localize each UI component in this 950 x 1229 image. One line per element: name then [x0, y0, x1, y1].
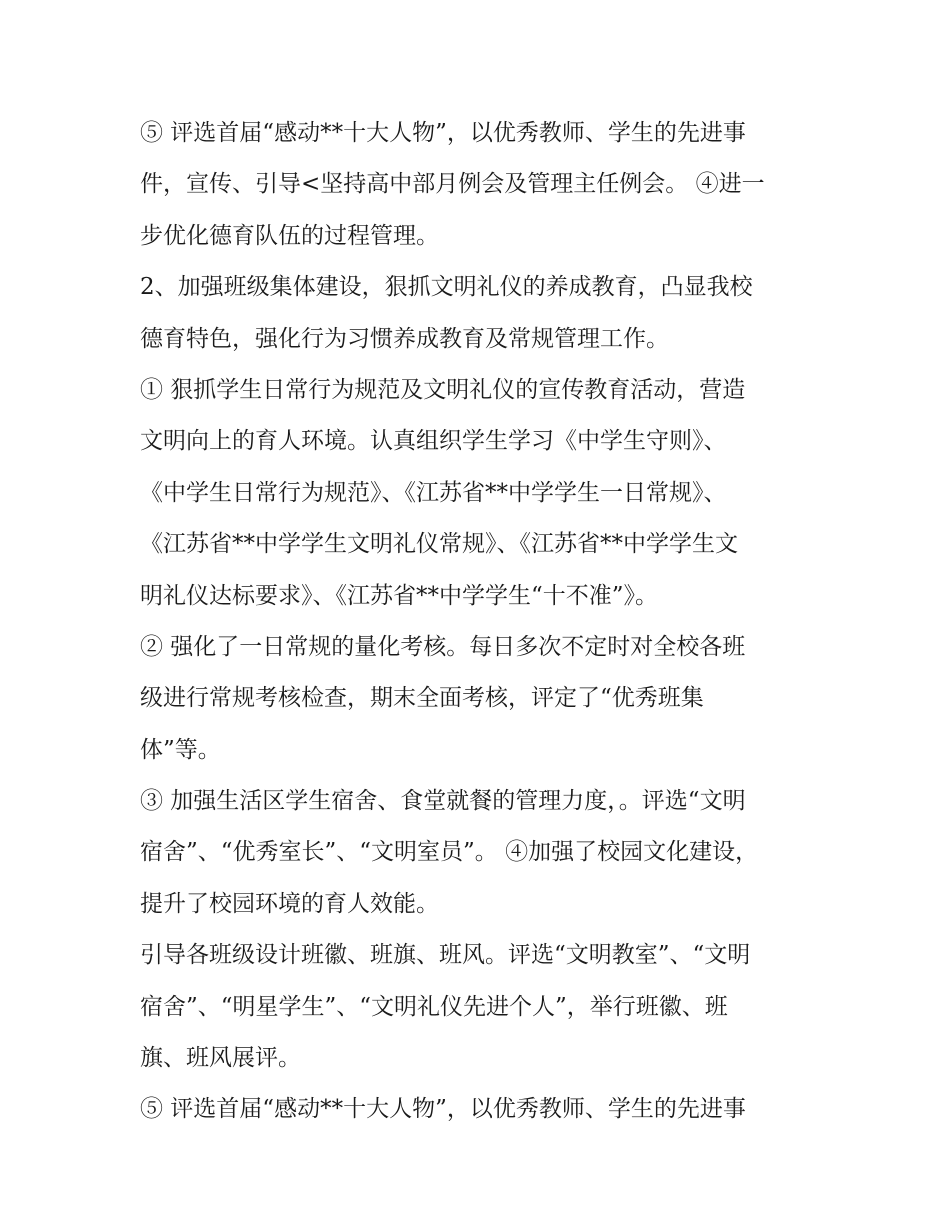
text-line: 件，宣传、引导<坚持高中部月例会及管理主任例会。 ④进一: [140, 171, 765, 198]
text-line: 《中学生日常行为规范》、《江苏省**中学学生一日常规》、: [140, 479, 727, 506]
document-body: [140, 108, 820, 1136]
text-line: 2、加强班级集体建设，狠抓文明礼仪的养成教育，凸显我校: [140, 274, 753, 301]
text-line: ③ 加强生活区学生宿舍、食堂就餐的管理力度，。评选“文明: [140, 788, 746, 815]
text-line: 级进行常规考核检查，期末全面考核，评定了“优秀班集: [140, 685, 704, 712]
text-line: 提升了校园环境的育人效能。: [140, 890, 439, 917]
text-line: ⑤ 评选首届“感动**十大人物”，以优秀教师、学生的先进事: [140, 120, 746, 146]
text-line: 步优化德育队伍的过程管理。: [140, 222, 439, 249]
text-line: 旗、班风展评。: [140, 1045, 301, 1072]
text-line: 宿舍”、“明星学生”、“文明礼仪先进个人”，举行班徽、班: [140, 993, 728, 1020]
text-line: 引导各班级设计班徽、班旗、班风。评选“文明教室”、“文明: [140, 942, 751, 969]
text-line: 明礼仪达标要求》、《江苏省**中学学生“十不准”》。: [140, 582, 659, 609]
text-line: 文明向上的育人环境。认真组织学生学习《中学生守则》、: [140, 428, 727, 455]
text-line: ⑤ 评选首届“感动**十大人物”，以优秀教师、学生的先进事: [140, 1096, 746, 1123]
text-line: ① 狠抓学生日常行为规范及文明礼仪的宣传教育活动，营造: [140, 376, 746, 403]
text-line: ② 强化了一日常规的量化考核。每日多次不定时对全校各班: [140, 633, 746, 660]
text-line: 宿舍”、“优秀室长”、“文明室员”。 ④加强了校园文化建设，: [140, 839, 759, 866]
text-line: 德育特色，强化行为习惯养成教育及常规管理工作。: [140, 325, 669, 352]
text-line: 体”等。: [140, 736, 221, 763]
text-line: 《江苏省**中学学生文明礼仪常规》、《江苏省**中学学生文: [140, 531, 738, 558]
